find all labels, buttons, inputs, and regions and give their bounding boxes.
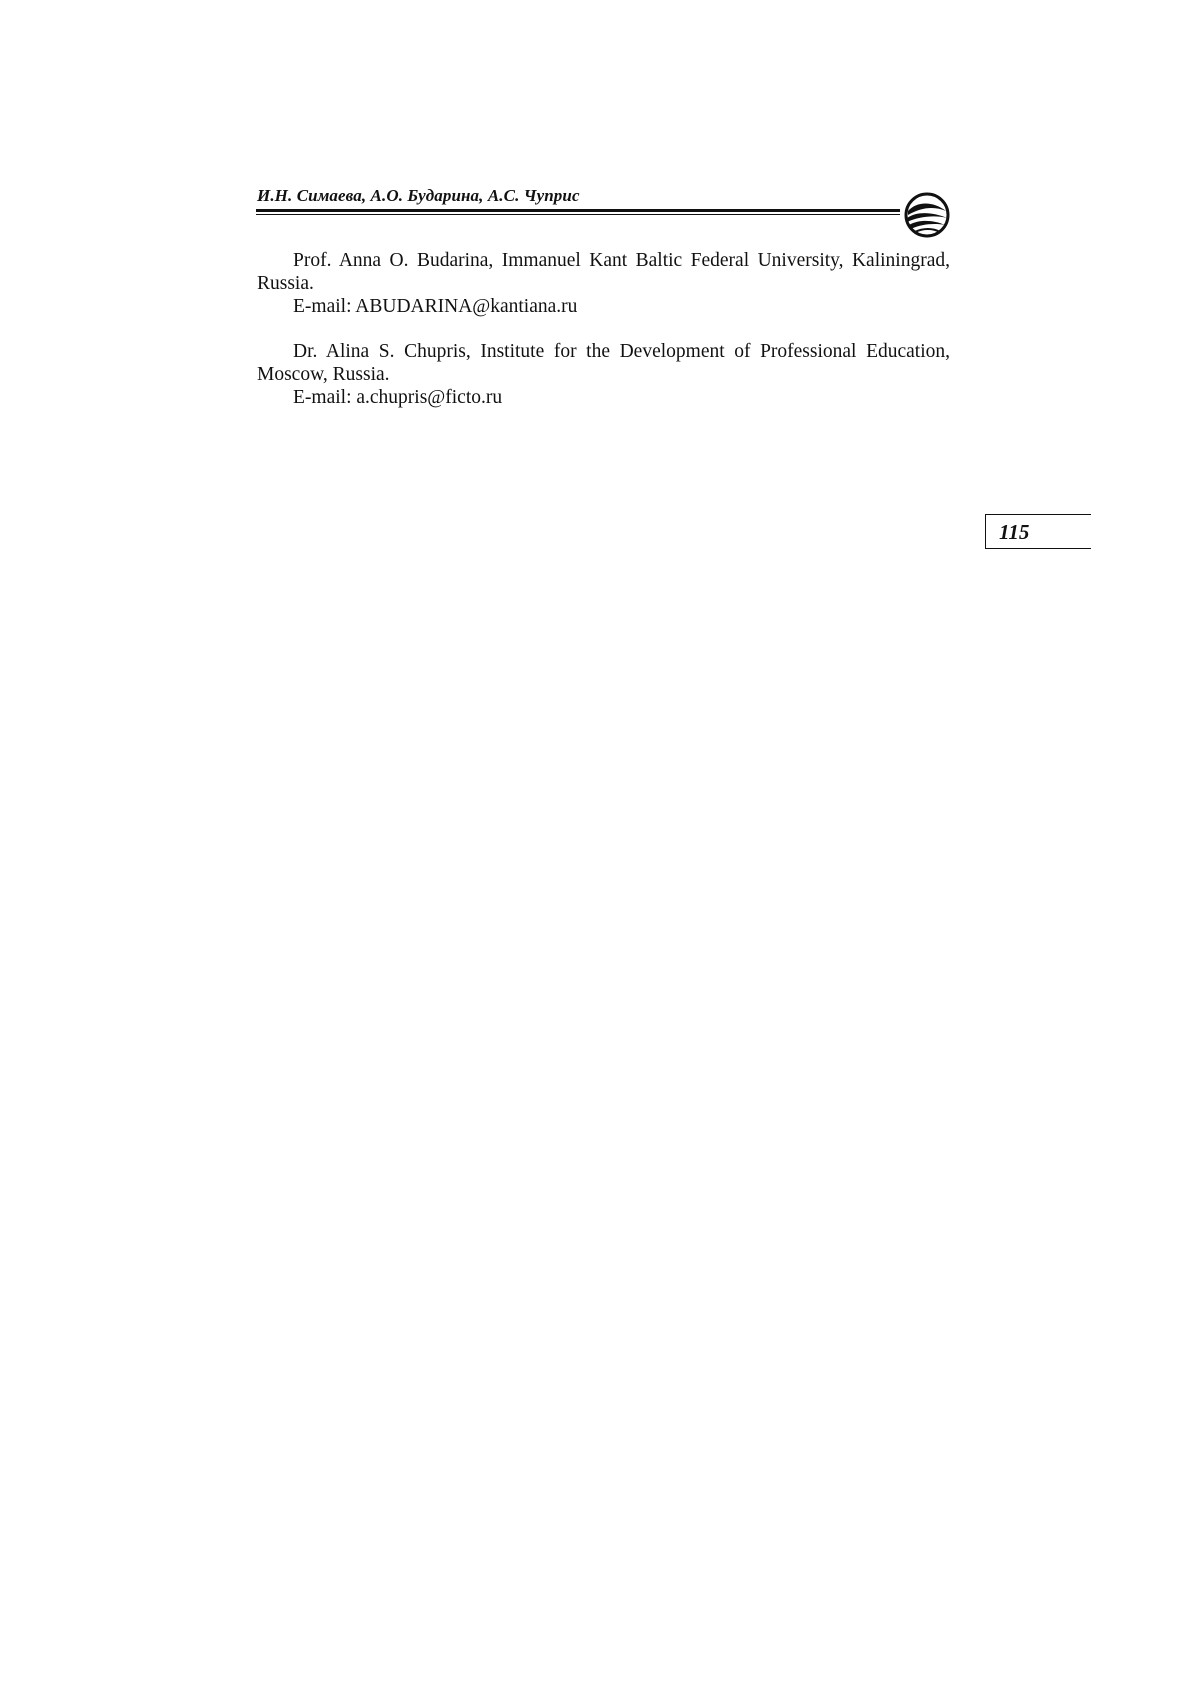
author-info-block xyxy=(257,249,950,409)
page-number: 115 xyxy=(999,520,1030,544)
author-email: E-mail: ABUDARINA@kantiana.ru xyxy=(293,296,578,317)
publisher-wave-globe-icon xyxy=(903,191,951,239)
header-rule-thick xyxy=(256,209,900,212)
page-number-box xyxy=(985,514,1091,549)
author-affiliation: Prof. Anna O. Budarina, Immanuel Kant Baltic Federal University, Kaliningrad, Russia. xyxy=(257,250,950,294)
author-affiliation: Dr. Alina S. Chupris, Institute for the Development of Professional Education, Moscow, Russia. xyxy=(257,341,950,385)
running-head: И.Н. Симаева, А.О. Бударина, А.С. Чуприс xyxy=(257,186,580,205)
header-rule-thin xyxy=(256,214,900,215)
author-email: E-mail: a.chupris@ficto.ru xyxy=(293,387,503,408)
